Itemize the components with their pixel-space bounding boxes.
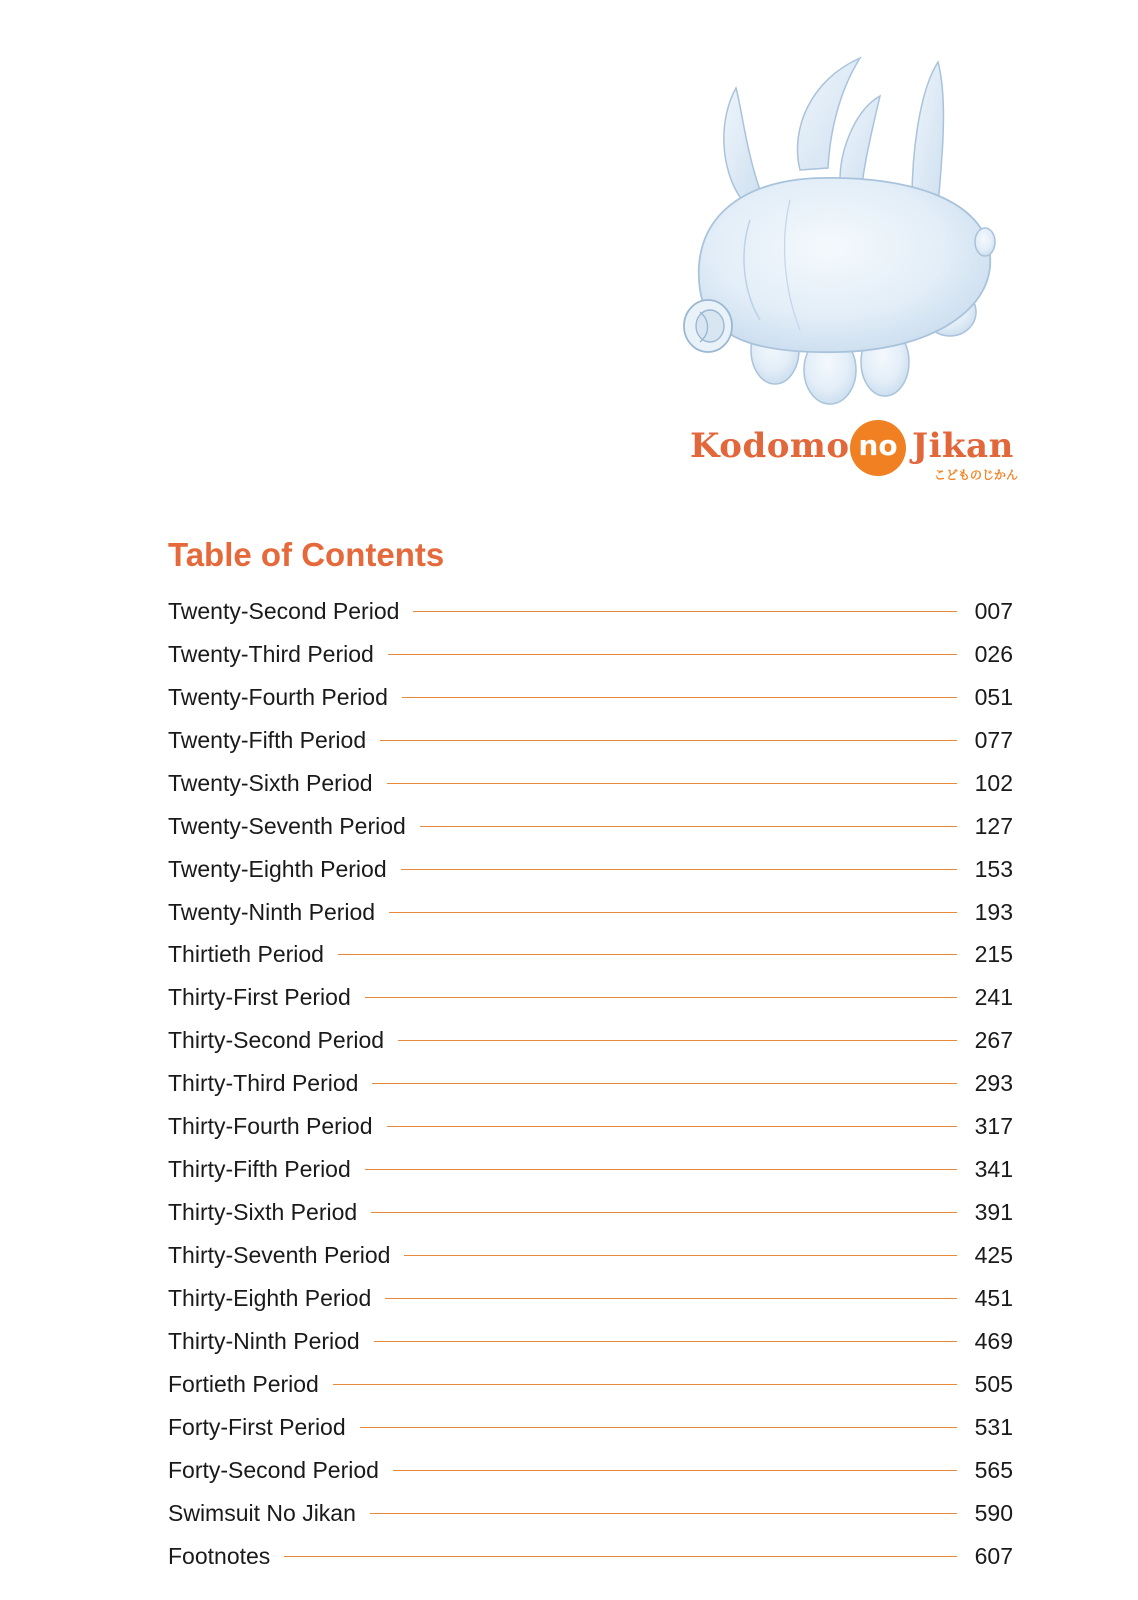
toc-leader-line — [393, 1470, 957, 1471]
toc-entry-label: Forty-Second Period — [168, 1456, 379, 1483]
toc-leader-line — [365, 997, 957, 998]
toc-entry-page: 026 — [974, 640, 1013, 667]
toc-leader-line — [387, 1126, 957, 1127]
toc-entry[interactable] — [168, 891, 1013, 934]
toc-list — [168, 590, 1013, 1578]
toc-entry-label: Thirty-Second Period — [168, 1027, 385, 1054]
toc-entry-label: Swimsuit No Jikan — [168, 1499, 356, 1526]
kodomo-no-jikan-logo — [690, 420, 1020, 490]
toc-entry-page: 607 — [974, 1542, 1013, 1569]
toc-entry-page: 102 — [974, 769, 1013, 796]
toc-entry-page: 007 — [974, 597, 1013, 624]
toc-entry-page: 505 — [974, 1370, 1013, 1397]
toc-entry[interactable] — [168, 633, 1013, 676]
toc-leader-line — [380, 740, 957, 741]
toc-entry[interactable] — [168, 590, 1013, 633]
toc-entry[interactable] — [168, 1105, 1013, 1148]
toc-entry-page: 590 — [974, 1499, 1013, 1526]
toc-entry-page: 241 — [974, 984, 1013, 1011]
logo-word-jikan: Jikan — [912, 426, 1014, 466]
toc-entry-page: 193 — [974, 898, 1013, 925]
toc-entry[interactable] — [168, 676, 1013, 719]
toc-entry-label: Twenty-Second Period — [168, 597, 400, 624]
toc-entry[interactable] — [168, 1234, 1013, 1277]
toc-entry[interactable] — [168, 848, 1013, 891]
toc-entry-label: Thirty-Seventh Period — [168, 1242, 391, 1269]
toc-entry-page: 215 — [974, 941, 1013, 968]
toc-entry-page: 531 — [974, 1413, 1013, 1440]
toc-entry-label: Footnotes — [168, 1542, 271, 1569]
toc-entry[interactable] — [168, 1535, 1013, 1578]
toc-entry[interactable] — [168, 1320, 1013, 1363]
toc-entry[interactable] — [168, 1148, 1013, 1191]
toc-entry[interactable] — [168, 934, 1013, 977]
toc-leader-line — [404, 1255, 957, 1256]
toc-entry-page: 153 — [974, 855, 1013, 882]
toc-entry[interactable] — [168, 1019, 1013, 1062]
toc-leader-line — [385, 1298, 957, 1299]
toc-leader-line — [365, 1169, 957, 1170]
toc-entry[interactable] — [168, 805, 1013, 848]
toc-entry-label: Thirty-Eighth Period — [168, 1284, 372, 1311]
toc-entry-page: 341 — [974, 1156, 1013, 1183]
toc-leader-line — [401, 869, 957, 870]
toc-entry-label: Fortieth Period — [168, 1370, 319, 1397]
toc-entry-page: 391 — [974, 1199, 1013, 1226]
logo-word-kodomo: Kodomo — [690, 426, 850, 466]
toc-leader-line — [420, 826, 957, 827]
toc-entry[interactable] — [168, 762, 1013, 805]
toc-entry-page: 267 — [974, 1027, 1013, 1054]
toc-entry[interactable] — [168, 1062, 1013, 1105]
mascot-illustration — [680, 50, 1020, 420]
toc-leader-line — [338, 954, 957, 955]
toc-entry-page: 077 — [974, 726, 1013, 753]
toc-leader-line — [389, 912, 957, 913]
toc-entry-page: 127 — [974, 812, 1013, 839]
toc-leader-line — [360, 1427, 957, 1428]
toc-entry-label: Twenty-Eighth Period — [168, 855, 387, 882]
toc-leader-line — [371, 1212, 957, 1213]
toc-entry-label: Thirty-Sixth Period — [168, 1199, 358, 1226]
logo-word-no: no — [858, 429, 898, 462]
toc-entry-page: 565 — [974, 1456, 1013, 1483]
toc-leader-line — [374, 1341, 957, 1342]
toc-leader-line — [370, 1513, 957, 1514]
toc-entry[interactable] — [168, 719, 1013, 762]
toc-leader-line — [402, 697, 957, 698]
toc-entry-label: Twenty-Sixth Period — [168, 769, 373, 796]
toc-entry-label: Forty-First Period — [168, 1413, 346, 1440]
toc-leader-line — [333, 1384, 957, 1385]
toc-entry-label: Twenty-Third Period — [168, 640, 374, 667]
toc-leader-line — [284, 1556, 957, 1557]
toc-entry[interactable] — [168, 1449, 1013, 1492]
toc-entry[interactable] — [168, 976, 1013, 1019]
logo-circle-badge — [850, 420, 906, 476]
toc-leader-line — [388, 654, 957, 655]
toc-entry-label: Thirty-Ninth Period — [168, 1327, 360, 1354]
toc-entry-page: 469 — [974, 1327, 1013, 1354]
toc-entry[interactable] — [168, 1277, 1013, 1320]
toc-entry-label: Twenty-Seventh Period — [168, 812, 406, 839]
toc-entry-page: 451 — [974, 1284, 1013, 1311]
toc-title: Table of Contents — [168, 536, 445, 573]
toc-entry-page: 293 — [974, 1070, 1013, 1097]
toc-entry-label: Thirty-Fourth Period — [168, 1113, 373, 1140]
toc-leader-line — [398, 1040, 957, 1041]
toc-entry-label: Thirty-First Period — [168, 984, 351, 1011]
toc-entry-label: Thirty-Fifth Period — [168, 1156, 351, 1183]
toc-entry[interactable] — [168, 1406, 1013, 1449]
toc-entry[interactable] — [168, 1492, 1013, 1535]
toc-entry-label: Twenty-Ninth Period — [168, 898, 376, 925]
toc-entry[interactable] — [168, 1363, 1013, 1406]
toc-entry[interactable] — [168, 1191, 1013, 1234]
toc-entry-page: 051 — [974, 683, 1013, 710]
toc-entry-page: 317 — [974, 1113, 1013, 1140]
toc-entry-label: Twenty-Fifth Period — [168, 726, 367, 753]
toc-leader-line — [372, 1083, 957, 1084]
toc-entry-label: Thirty-Third Period — [168, 1070, 359, 1097]
toc-entry-label: Thirtieth Period — [168, 941, 324, 968]
toc-entry-label: Twenty-Fourth Period — [168, 683, 388, 710]
toc-leader-line — [413, 611, 957, 612]
toc-leader-line — [387, 783, 957, 784]
toc-entry-page: 425 — [974, 1242, 1013, 1269]
logo-kana-subtitle: こどものじかん — [934, 468, 1019, 482]
